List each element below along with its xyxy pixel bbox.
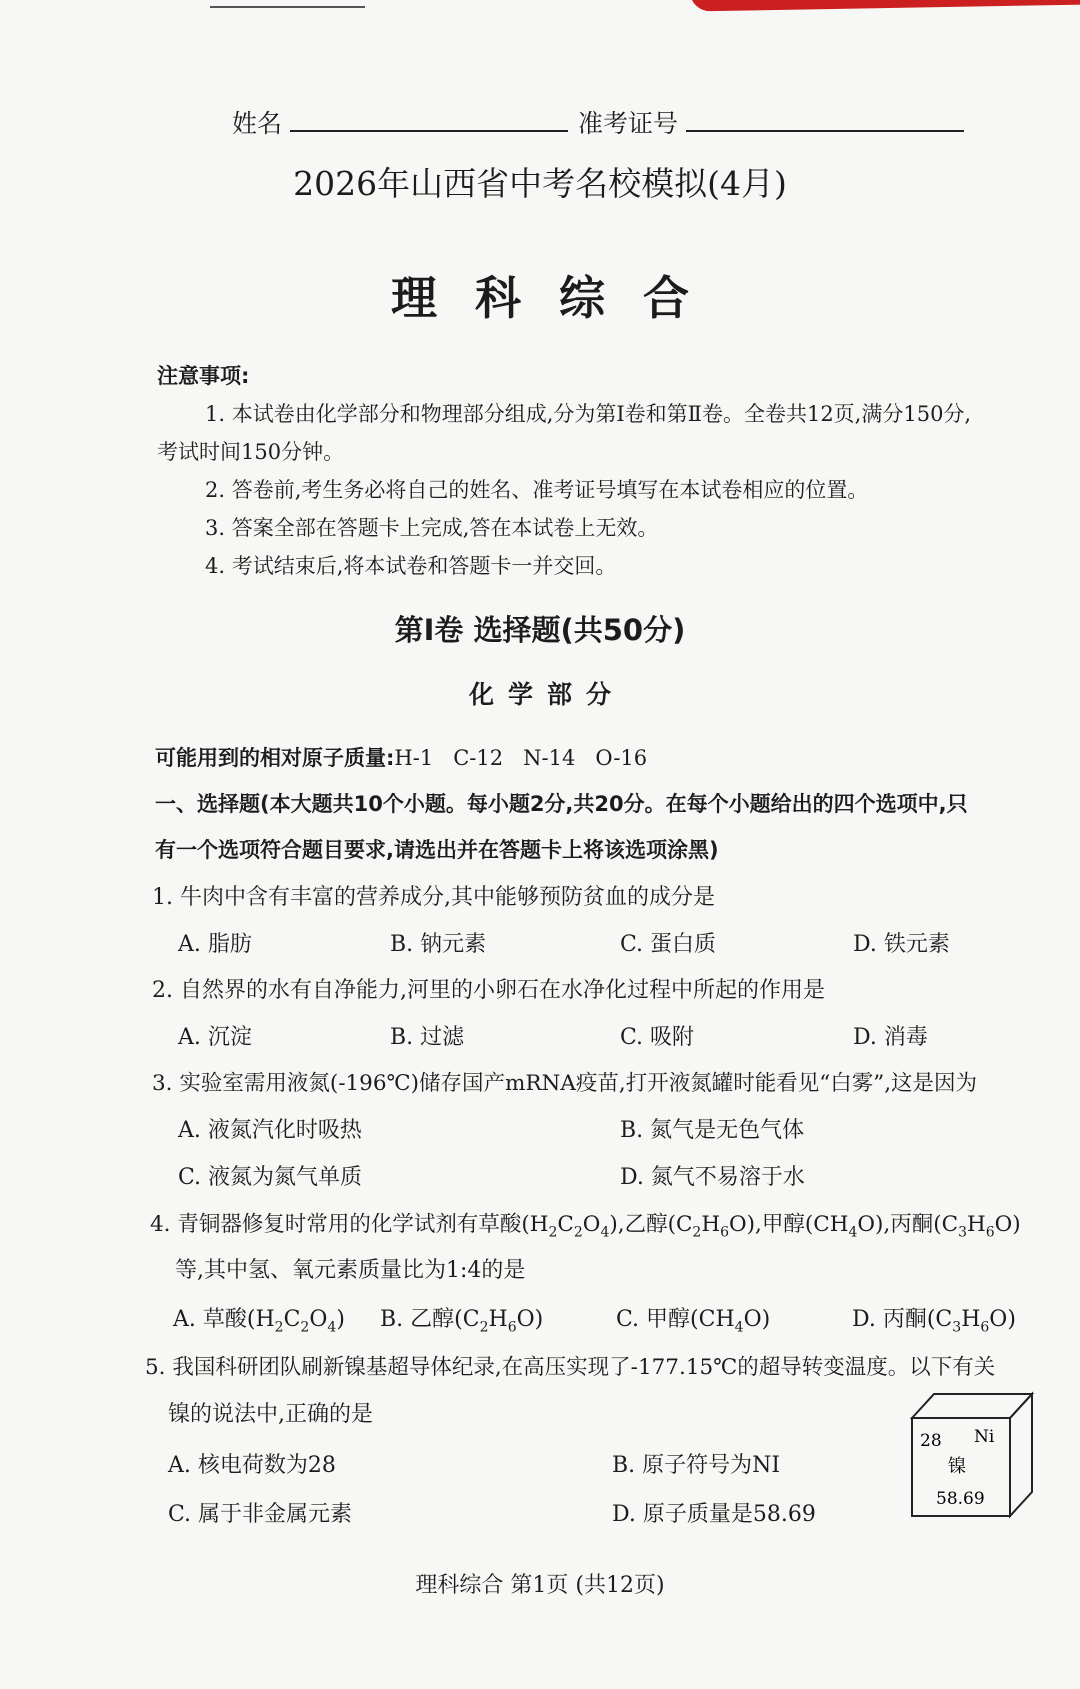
stem-text: O),甲醇(CH — [729, 1212, 849, 1237]
option-a: A. 核电荷数为28 — [168, 1453, 336, 1478]
stem-text: H — [701, 1212, 721, 1237]
name-blank — [290, 110, 568, 132]
subscript: 3 — [958, 1224, 967, 1241]
instructions-line: 有一个选项符合题目要求,请选出并在答题卡上将该选项涂黑) — [155, 838, 719, 862]
exam-title: 2026年山西省中考名校模拟(4月) — [293, 164, 787, 203]
option-text: O) — [516, 1307, 544, 1332]
option-b: B. 氮气是无色气体 — [620, 1118, 805, 1143]
page-footer: 理科综合 第1页 (共12页) — [415, 1573, 665, 1598]
option-d: D. 消毒 — [853, 1025, 928, 1050]
section-title: 第Ⅰ卷 选择题(共50分) — [394, 613, 686, 647]
option-text: O — [309, 1307, 328, 1332]
stem-text: C — [557, 1212, 574, 1237]
option-c: C. 属于非金属元素 — [168, 1502, 353, 1527]
element-name: 镍 — [948, 1456, 966, 1477]
subscript: 4 — [734, 1319, 744, 1336]
subscript: 6 — [980, 1319, 990, 1336]
id-blank — [686, 110, 964, 132]
option-c: C. 蛋白质 — [620, 932, 717, 957]
option-c: C. 吸附 — [620, 1025, 695, 1050]
question-stem — [150, 1207, 1021, 1240]
subscript: 2 — [692, 1224, 702, 1241]
atomic-masses — [155, 742, 647, 772]
stem-text: O),丙酮(C — [857, 1212, 959, 1237]
notice-item: 考试时间150分钟。 — [157, 440, 345, 464]
option-a: A. 脂肪 — [178, 932, 252, 957]
option-d: D. 铁元素 — [853, 932, 950, 957]
option-a: A. 沉淀 — [178, 1025, 252, 1050]
subject-title: 理科综合 — [391, 271, 727, 325]
subscript: 2 — [573, 1224, 583, 1241]
option-b — [380, 1302, 543, 1335]
option-text: H — [488, 1307, 508, 1332]
notice-item: 3. 答案全部在答题卡上完成,答在本试卷上无效。 — [205, 516, 659, 540]
notice-item: 1. 本试卷由化学部分和物理部分组成,分为第Ⅰ卷和第Ⅱ卷。全卷共12页,满分150分, — [205, 402, 972, 426]
subscript: 6 — [985, 1224, 995, 1241]
red-ribbon-decoration — [690, 0, 1080, 11]
subscript: 2 — [300, 1319, 310, 1336]
option-text: O) — [989, 1307, 1016, 1332]
subscript: 2 — [274, 1319, 284, 1336]
top-rule — [210, 6, 365, 8]
notice-heading: 注意事项: — [157, 364, 250, 388]
option-text: B. 乙醇(C — [380, 1307, 480, 1332]
stem-text: ),乙醇(C — [609, 1212, 693, 1237]
subscript: 2 — [479, 1319, 489, 1336]
notice-item: 4. 考试结束后,将本试卷和答题卡一并交回。 — [205, 554, 617, 578]
stem-text: O) — [994, 1212, 1021, 1237]
subscript: 4 — [600, 1224, 610, 1241]
stem-text: H — [966, 1212, 986, 1237]
card-side-face — [1010, 1394, 1032, 1516]
option-d — [852, 1302, 1016, 1335]
subscript: 4 — [327, 1319, 337, 1336]
option-b: B. 原子符号为NI — [612, 1453, 781, 1478]
question-stem: 3. 实验室需用液氮(-196℃)储存国产mRNA疫苗,打开液氮罐时能看见“白雾”,这是因为 — [152, 1071, 978, 1096]
question-stem: 5. 我国科研团队刷新镍基超导体纪录,在高压实现了-177.15℃的超导转变温度。以下有关 — [145, 1355, 996, 1380]
option-a — [173, 1302, 345, 1335]
name-label: 姓名 — [232, 109, 283, 138]
option-text: C. 甲醇(CH — [616, 1307, 735, 1332]
question-stem-continued: 等,其中氢、氧元素质量比为1:4的是 — [175, 1258, 526, 1283]
stem-text: O — [582, 1212, 601, 1237]
id-label: 准考证号 — [578, 109, 679, 138]
candidate-info-row — [232, 104, 974, 140]
atomic-masses-label: 可能用到的相对原子质量: — [155, 746, 395, 770]
subscript: 6 — [507, 1319, 517, 1336]
option-a: A. 液氮汽化时吸热 — [178, 1118, 362, 1143]
stem-text: 4. 青铜器修复时常用的化学试剂有草酸(H — [150, 1212, 549, 1237]
option-c: C. 液氮为氮气单质 — [178, 1165, 363, 1190]
subscript: 4 — [848, 1224, 858, 1241]
question-stem: 1. 牛肉中含有丰富的营养成分,其中能够预防贫血的成分是 — [152, 885, 715, 910]
option-text: A. 草酸(H — [173, 1307, 275, 1332]
part-title: 化学部分 — [468, 680, 625, 709]
option-d: D. 原子质量是58.69 — [612, 1502, 816, 1527]
element-symbol: Ni — [974, 1427, 995, 1447]
option-b: B. 过滤 — [390, 1025, 465, 1050]
option-b: B. 钠元素 — [390, 932, 487, 957]
atomic-number: 28 — [920, 1431, 942, 1451]
question-stem: 2. 自然界的水有自净能力,河里的小卵石在水净化过程中所起的作用是 — [152, 978, 825, 1003]
option-text: C — [283, 1307, 301, 1332]
notice-item: 2. 答卷前,考生务必将自己的姓名、准考证号填写在本试卷相应的位置。 — [205, 478, 869, 502]
atomic-mass: 58.69 — [936, 1489, 985, 1509]
option-text: O) — [743, 1307, 771, 1332]
option-text: H — [961, 1307, 981, 1332]
nickel-element-card — [908, 1390, 1038, 1520]
option-text: D. 丙酮(C — [852, 1307, 953, 1332]
option-d: D. 氮气不易溶于水 — [620, 1165, 805, 1190]
option-text: ) — [336, 1307, 345, 1332]
instructions-line: 一、选择题(本大题共10个小题。每小题2分,共20分。在每个小题给出的四个选项中,只 — [155, 792, 968, 816]
atomic-masses-values: H-1 C-12 N-14 O-16 — [394, 746, 648, 770]
option-c — [616, 1302, 770, 1335]
subscript: 2 — [548, 1224, 558, 1241]
question-stem-continued: 镍的说法中,正确的是 — [168, 1402, 373, 1427]
subscript: 3 — [952, 1319, 962, 1336]
subscript: 6 — [720, 1224, 730, 1241]
